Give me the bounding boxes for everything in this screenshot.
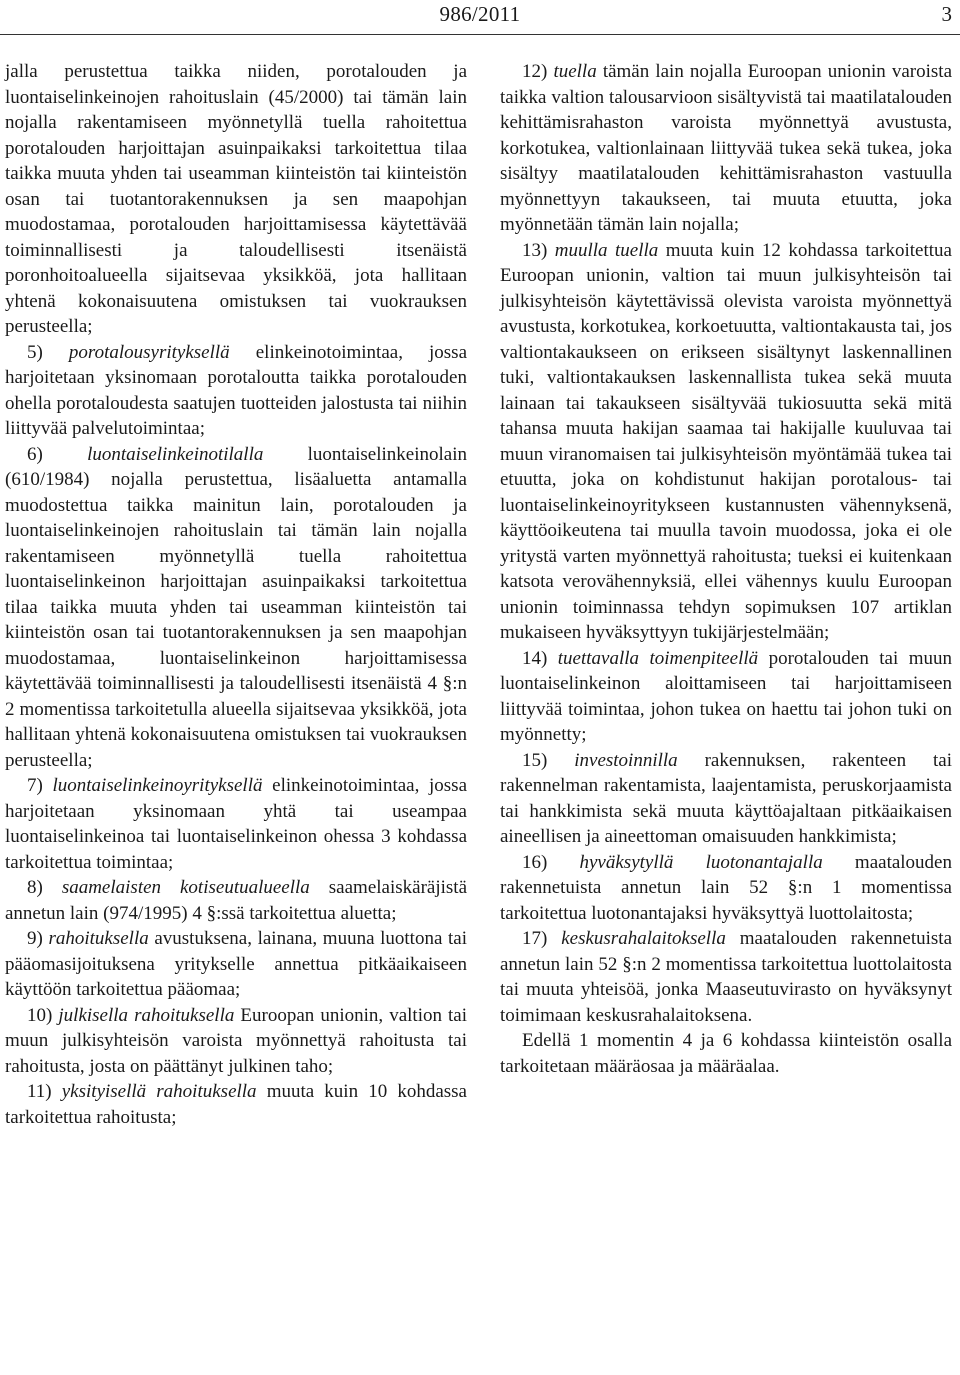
definition-item-7 — [5, 773, 467, 875]
defined-term: rahoituksella — [48, 928, 149, 949]
definition-text: maatalouden rakennetuista annetun lain 52 §:n 2 momentissa tarkoitettua luottolaitosta tai muuta yhteisöä, jonka Maaseutuvirasto on hyväksynyt toimimaan keskusrahalaitoksena. — [500, 928, 952, 1026]
definition-item-14 — [500, 646, 952, 748]
definition-item-10 — [5, 1003, 467, 1080]
header-rule — [0, 34, 960, 35]
definition-text: rakennuksen, rakenteen tai rakennelman rakentamista, laajentamista, peruskorjaamista tai hankkimista sekä muuta käyttöajaltaan pitkäaikaisen aineellisen ja aineettoman omaisuuden hankkimista; — [500, 749, 952, 847]
definition-text: muuta kuin 12 kohdassa tarkoitettua Euroopan unionin, valtion tai muun julkisyhteisön tai julkisyhteisön käytettävissä olevista varoista myönnettyä avustusta, korkotukea, korkoetuutta, valtiontakausta tai, jos valtiontakaukseen on erikseen sisältynyt laskennallinen tuki, valtiontakauksen laskennallista tukea sekä muuta lainaan tai takaukseen sisältyvää tukiosuutta sekä mitä tahansa muuta hakijan saamaa tai hakijalle kuuluvaa tai muun viranomaisen tai julkisyhteisön myöntämää tukea tai etuutta, joka on kohdistunut hakijan porotalous- tai luontaiselinkeinoyritykseen kustannusten vähennyksenä, käyttöoikeutena tai muulla tavoin muodossa, joka ei ole yritystä varten myönnettyä rahoitusta; tueksi ei kuitenkaan katsota verovähennyksiä, ellei vähennys kuulu Euroopan unionin toiminnassa tehdyn sopimuksen 107 artiklan mukaiseen hyväksyttyyn tukijärjestelmään; — [500, 239, 952, 643]
item-number: 9) — [27, 928, 49, 949]
defined-term: muulla tuella — [554, 239, 659, 261]
item-number: 17) — [522, 928, 562, 949]
defined-term: julkisella rahoituksella — [58, 1004, 235, 1026]
definition-item-11 — [5, 1079, 467, 1130]
left-column — [5, 59, 467, 1130]
defined-term: luontaiselinkeinoyrityksellä — [52, 775, 263, 796]
definition-text: luontaiselinkeinolain (610/1984) nojalla perustettua, lisäaluetta antamalla muodostettua taikka mainitun lain, porotalouden ja luontaiselinkeinojen rahoituslain tai tämän lain nojalla rakentamiseen myönnetyllä tuella rahoitettua luontaiselinkeinon harjoittajan asuinpaikaksi tarkoitettua tilaa taikka muuta yhden tai useamman kiinteistön tai kiinteistön osan tai tuotantorakennuksen ja sen maapohjan muodostamaa, luontaiselinkeinon harjoittamisessa käytettävää toiminnallisesti ja taloudellisesti itsenäistä 4 §:n 2 momentissa tarkoitetulla alueella sijaitsevaa yksikköä, jota hallitaan yhtenä kokonaisuutena omistuksen tai vuokrauksen perusteella; — [5, 443, 468, 771]
definition-text: Euroopan unionin, valtion tai muun julkisyhteisön varoista myönnettyä rahoitusta tai rahoitusta, josta on päättänyt julkinen taho; — [5, 1004, 468, 1077]
definition-text: muuta kuin 10 kohdassa tarkoitettua rahoitusta; — [5, 1081, 467, 1128]
right-column — [500, 59, 952, 1079]
definition-text: elinkeinotoimintaa, jossa harjoitetaan yksinomaan porotaloutta taikka porotalouden ohella porotaloudesta saatujen tuotteiden jalostusta tai niihin liittyvää palvelutoimintaa; — [5, 341, 467, 439]
definition-text: porotalouden tai muun luontaiselinkeinon aloittamiseen tai harjoittamiseen liittyvää toimintaa, johon tukea on haettu tai johon tuki on myönnetty; — [500, 647, 952, 745]
defined-term: yksityisellä rahoituksella — [61, 1081, 257, 1102]
item-number: 13) — [522, 239, 555, 261]
item-number: 6) — [27, 443, 88, 465]
definition-text: avustuksena, lainana, muuna luottona tai pääomasijoituksena yritykselle annettua pitkäaikaiseen käyttöön tarkoitettua pääomaa; — [5, 928, 468, 1000]
definition-item-6 — [5, 442, 467, 774]
item-number: 15) — [522, 749, 575, 771]
item-number: 8) — [27, 877, 62, 898]
closing-paragraph: Edellä 1 momentin 4 ja 6 kohdassa kiinteistön osalla tarkoitetaan määräosaa ja määräalaa. — [500, 1030, 952, 1077]
defined-term: saamelaisten kotiseutualueella — [61, 877, 310, 898]
definition-text: tämän lain nojalla Euroopan unionin varoista taikka valtion talousarvioon sisältyvistä tai maatilatalouden kehittämisrahaston varoista myönnettyä avustusta, korkotukea, valtionlainaan liittyvää tukea sekä tukea, joka sisältyy maatilatalouden kehittämisrahaston vastuulla myönnettyyn takaukseen, tai muuta etuutta, joka myönnetään tämän lain nojalla; — [500, 61, 953, 235]
definition-item-15 — [500, 748, 952, 850]
item-number: 7) — [27, 775, 53, 796]
definition-item-9 — [5, 926, 467, 1003]
defined-term: hyväksytyllä luotonantajalla — [579, 851, 823, 873]
definition-item-17 — [500, 926, 952, 1028]
defined-term: tuella — [553, 61, 597, 82]
document-number: 986/2011 — [439, 2, 521, 26]
definition-item-5 — [5, 340, 467, 442]
item-number: 5) — [27, 341, 69, 363]
definition-item-13 — [500, 238, 952, 646]
defined-term: investoinnilla — [574, 749, 678, 771]
definition-text: elinkeinotoimintaa, jossa harjoitetaan yksinomaan yhtä tai useampaa luontaiselinkeinoa tai luontaiselinkeinon ohessa 3 kohdassa tarkoitettua toimintaa; — [5, 775, 468, 873]
defined-term: porotalousyrityksellä — [68, 341, 230, 363]
item-number: 11) — [27, 1081, 62, 1102]
definition-text: saamelaiskäräjistä annetun lain (974/1995) 4 §:ssä tarkoitettua aluetta; — [5, 877, 468, 924]
definition-item-12 — [500, 59, 952, 238]
item-number: 12) — [522, 61, 554, 82]
defined-term: tuettavalla toimenpiteellä — [557, 647, 759, 669]
paragraph-continued: jalla perustettua taikka niiden, porotalouden ja luontaiselinkeinojen rahoituslain (45/2000) tai tämän lain nojalla rakentamiseen myönnetyllä tuella rahoitettua porotalouden harjoittajan asuinpaikaksi tarkoitettua tilaa taikka muuta yhden tai useamman kiinteistön tai kiinteistön osan tai tuotantorakennuksen ja sen maapohjan muodostamaa, porotalouden harjoittamisessa käytettävää toiminnallisesti ja taloudellisesti itsenäistä poronhoitoalueella sijaitsevaa yksikköä, jota hallitaan yhtenä kokonaisuutena omistuksen tai vuokrauksen perusteella; — [5, 61, 467, 337]
definition-text: maatalouden rakennetuista annetun lain 52 §:n 1 momentissa tarkoitettua luotonantajaksi hyväksyttyä luottolaitosta; — [500, 851, 952, 924]
defined-term: keskusrahalaitoksella — [561, 928, 726, 949]
item-number: 16) — [522, 851, 580, 873]
defined-term: luontaiselinkeinotilalla — [87, 443, 264, 465]
item-number: 10) — [27, 1004, 59, 1026]
page-number: 3 — [941, 2, 952, 26]
page-header — [0, 0, 960, 30]
definition-item-16 — [500, 850, 952, 927]
definition-item-8 — [5, 875, 467, 926]
item-number: 14) — [522, 647, 558, 669]
